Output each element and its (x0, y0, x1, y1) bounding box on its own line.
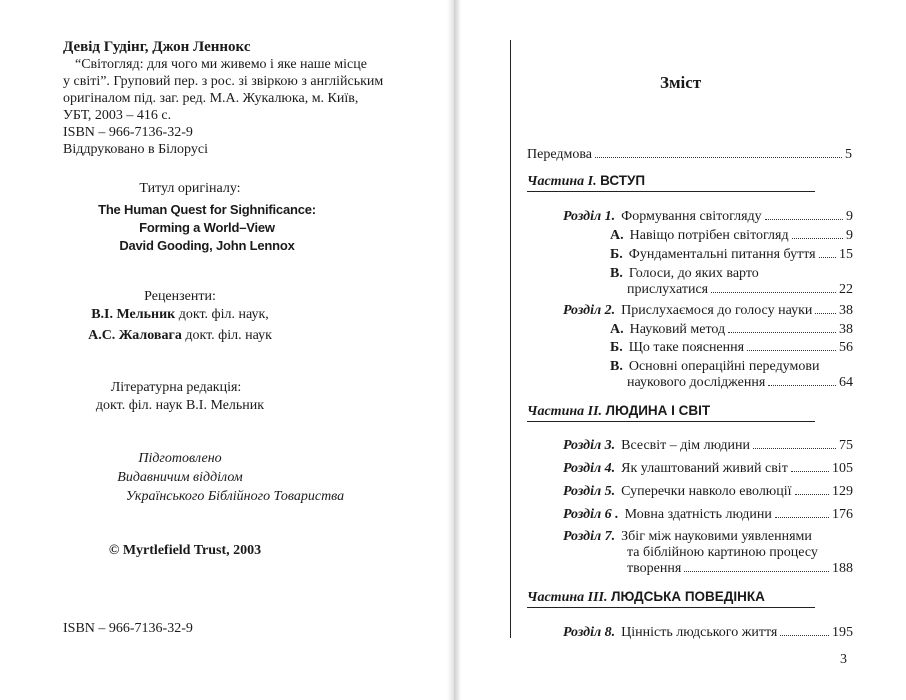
chapter-7-label: Розділ 7. (563, 529, 616, 544)
section-1c-page: 22 (839, 282, 853, 297)
section-1b-page: 15 (839, 247, 853, 262)
leader-dots (775, 517, 829, 518)
section-2c-page: 64 (839, 375, 853, 390)
chapter-5-label: Розділ 5. (563, 484, 616, 499)
reviewers-label: Рецензенти: (144, 289, 216, 304)
original-title-label: Титул оригіналу: (139, 181, 241, 196)
section-2a-page: 38 (839, 322, 853, 337)
chapter-8-page: 195 (832, 625, 853, 640)
toc-chapter-1 (563, 208, 853, 225)
toc-section-2c-line-1 (610, 358, 853, 375)
toc-title: Зміст (660, 73, 702, 92)
chapter-7-title-1: Збіг між науковими уявленнями (621, 529, 812, 544)
chapter-6-label: Розділ 6 . (563, 507, 619, 522)
chapter-6-page: 176 (832, 507, 853, 522)
toc-chapter-7-line-2 (627, 544, 853, 561)
chapter-8-label: Розділ 8. (563, 625, 616, 640)
section-1a-title: Навіщо потрібен світогляд (629, 228, 789, 243)
biblio-line-2: у світі”. Груповий пер. з рос. зі звіркою з англійським (63, 74, 384, 89)
chapter-4-label: Розділ 4. (563, 461, 616, 476)
chapter-1-title: Формування світогляду (621, 209, 762, 224)
toc-preface (527, 146, 852, 163)
isbn-bottom: ISBN – 966-7136-32-9 (63, 621, 193, 636)
part-3-name: ЛЮДСЬКА ПОВЕДІНКА (610, 589, 765, 604)
chapter-2-page: 38 (839, 303, 853, 318)
toc-part-2 (527, 403, 815, 422)
chapter-3-page: 75 (839, 438, 853, 453)
toc-left-rule (510, 40, 511, 638)
copyright: © Myrtlefield Trust, 2003 (108, 543, 262, 558)
leader-dots (684, 571, 829, 572)
toc-section-1c-line-1 (610, 265, 853, 282)
section-1c-title-1: Голоси, до яких варто (628, 266, 759, 281)
original-title-line-3: David Gooding, John Lennox (119, 238, 295, 253)
chapter-2-label: Розділ 2. (563, 303, 616, 318)
part-1-name: ВСТУП (600, 173, 646, 188)
reviewer-1-name: В.І. Мельник (91, 307, 176, 322)
section-1c-label: В. (610, 266, 623, 281)
leader-dots (747, 350, 836, 351)
reviewer-1 (0, 306, 360, 323)
toc-chapter-3 (563, 437, 853, 454)
reviewer-2 (0, 327, 360, 344)
leader-dots (728, 332, 836, 333)
chapter-7-title-3: творення (627, 561, 682, 576)
section-2c-title-1: Основні операційні передумови (628, 359, 820, 374)
chapter-4-page: 105 (832, 461, 853, 476)
chapter-4-title: Як улаштований живий світ (621, 461, 788, 476)
leader-dots (780, 635, 829, 636)
toc-chapter-6 (563, 506, 853, 523)
literary-edit-value: докт. філ. наук В.І. Мельник (95, 398, 265, 413)
leader-dots (768, 385, 836, 386)
chapter-5-page: 129 (832, 484, 853, 499)
part-2-label: Частина II. (527, 404, 603, 419)
leader-dots (795, 494, 829, 495)
toc-section-1c-line-2 (627, 281, 853, 298)
section-1b-title: Фундаментальні питання буття (628, 247, 816, 262)
section-1c-title-2: прислухатися (627, 282, 709, 297)
section-2c-label: В. (610, 359, 623, 374)
leader-dots (792, 238, 843, 239)
reviewer-2-name: А.С. Жаловага (88, 328, 182, 343)
toc-chapter-7-line-1 (563, 528, 853, 545)
chapter-5-title: Суперечки навколо еволюції (621, 484, 792, 499)
leader-dots (765, 219, 843, 220)
toc-section-2c-line-2 (627, 374, 853, 391)
printed-in: Віддруковано в Білорусі (63, 142, 208, 157)
book-spine-shadow (447, 0, 461, 700)
reviewer-2-title: докт. філ. наук (185, 328, 272, 343)
biblio-line-4: УБТ, 2003 – 416 с. (63, 108, 172, 123)
biblio-line-3: оригіналом під. заг. ред. М.А. Жукалюка, м. Київ, (63, 91, 359, 106)
authors: Девід Гудінг, Джон Леннокс (63, 39, 251, 55)
toc-part-1 (527, 173, 815, 192)
leader-dots (595, 157, 842, 158)
chapter-7-page: 188 (832, 561, 853, 576)
toc-preface-page: 5 (845, 147, 852, 162)
toc-section-2a (610, 321, 853, 338)
original-title-line-2: Forming a World–View (139, 220, 275, 235)
toc-section-2b (610, 339, 853, 356)
toc-section-1a (610, 227, 853, 244)
section-2b-page: 56 (839, 340, 853, 355)
prepared-line-3: Українського Біблійного Товариства (125, 489, 345, 504)
section-2c-title-2: наукового дослідження (627, 375, 766, 390)
toc-preface-title: Передмова (527, 147, 592, 162)
leader-dots (711, 292, 836, 293)
toc-part-3 (527, 589, 815, 608)
leader-dots (815, 313, 836, 314)
leader-dots (753, 448, 836, 449)
chapter-1-page: 9 (846, 209, 853, 224)
chapter-2-title: Прислухаємося до голосу науки (621, 303, 813, 318)
part-3-label: Частина III. (527, 590, 608, 605)
leader-dots (791, 471, 829, 472)
chapter-8-title: Цінність людського життя (621, 625, 778, 640)
prepared-line-1: Підготовлено (138, 451, 222, 466)
chapter-7-title-2: та біблійною картиною процесу (627, 545, 818, 560)
toc-chapter-8 (563, 624, 853, 641)
page-number: 3 (840, 652, 847, 667)
isbn: ISBN – 966-7136-32-9 (63, 125, 193, 140)
part-2-name: ЛЮДИНА І СВІТ (605, 403, 711, 418)
section-1a-page: 9 (846, 228, 853, 243)
chapter-3-title: Всесвіт – дім людини (621, 438, 750, 453)
section-2b-title: Що таке пояснення (628, 340, 745, 355)
part-1-label: Частина I. (527, 174, 597, 189)
reviewer-1-title: докт. філ. наук, (178, 307, 269, 322)
toc-chapter-4 (563, 460, 853, 477)
literary-edit-label: Літературна редакція: (110, 380, 242, 395)
section-1b-label: Б. (610, 247, 623, 262)
section-2b-label: Б. (610, 340, 623, 355)
biblio-line-1: “Світогляд: для чого ми живемо і яке наше місце (75, 57, 367, 72)
chapter-1-label: Розділ 1. (563, 209, 616, 224)
chapter-6-title: Мовна здатність людини (624, 507, 772, 522)
toc-section-1b (610, 246, 853, 263)
section-2a-title: Науковий метод (629, 322, 726, 337)
toc-chapter-7-line-3 (627, 560, 853, 577)
original-title-line-1: The Human Quest for Sighnificance: (98, 202, 316, 217)
chapter-3-label: Розділ 3. (563, 438, 616, 453)
toc-chapter-2 (563, 302, 853, 319)
leader-dots (819, 257, 836, 258)
section-1a-label: А. (610, 228, 624, 243)
prepared-line-2: Видавничим відділом (117, 470, 243, 485)
section-2a-label: А. (610, 322, 624, 337)
toc-chapter-5 (563, 483, 853, 500)
